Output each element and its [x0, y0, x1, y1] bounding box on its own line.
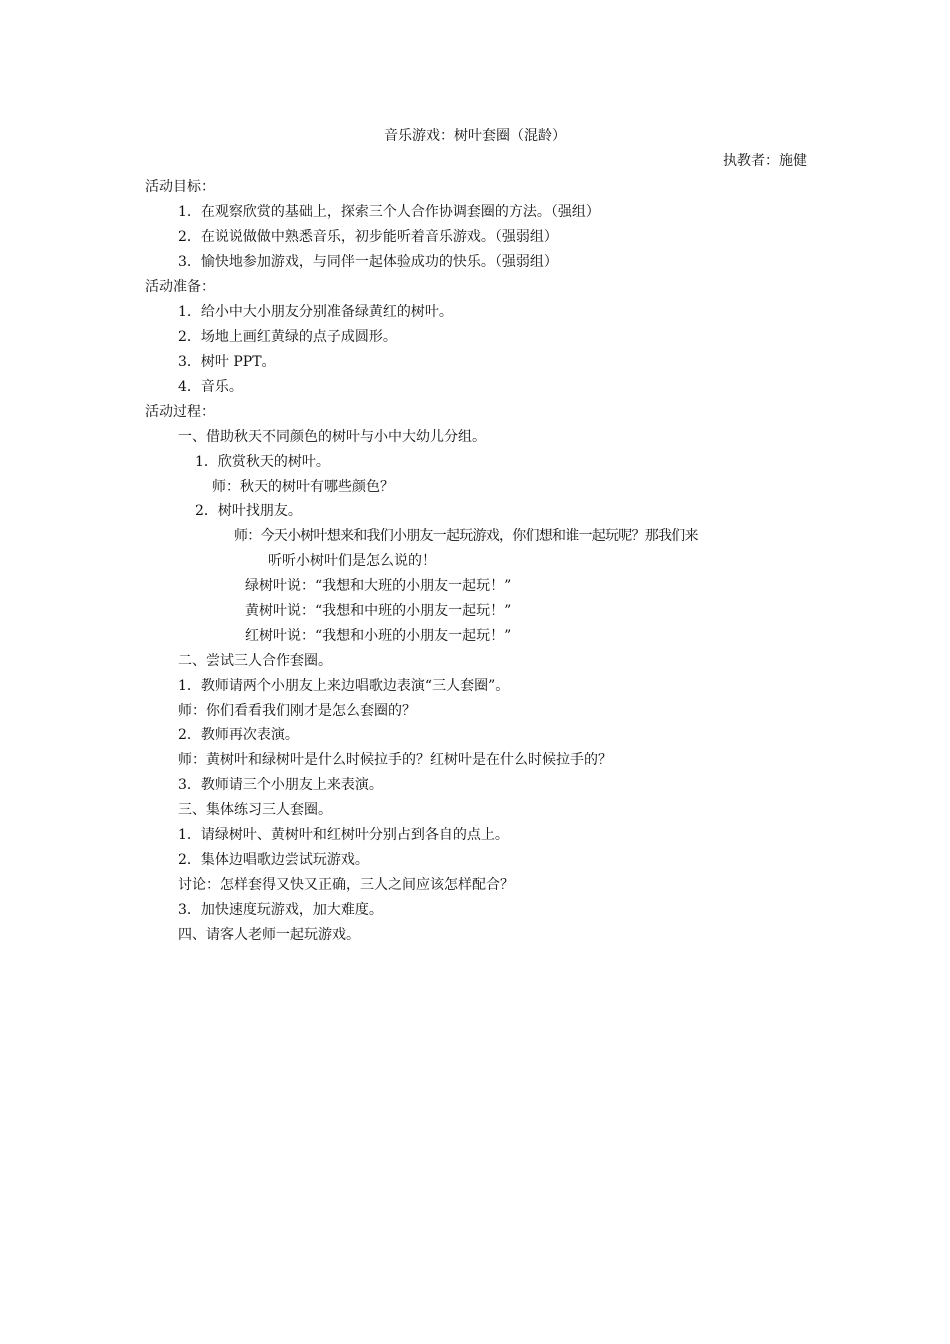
part2-line: 1．教师请两个小朋友上来边唱歌边表演“三人套圈”。 [178, 678, 510, 694]
part3-line: 2．集体边唱歌边尝试玩游戏。 [178, 852, 369, 868]
part2-line: 2．教师再次表演。 [178, 727, 299, 743]
part1-step2-line1: 师：今天小树叶想来和我们小朋友一起玩游戏，你们想和谁一起玩呢？那我们来 [234, 528, 698, 544]
prep-item: 2．场地上画红黄绿的点子成圆形。 [178, 329, 397, 345]
part3-heading: 三、集体练习三人套圈。 [178, 802, 332, 818]
yellow-leaf-line: 黄树叶说：“我想和中班的小朋友一起玩！” [245, 603, 512, 619]
part2-line: 3．教师请三个小朋友上来表演。 [178, 777, 383, 793]
part1-step1: 1．欣赏秋天的树叶。 [195, 454, 330, 470]
prep-item: 1．给小中大小朋友分别准备绿黄红的树叶。 [178, 304, 453, 320]
part2-line: 师：黄树叶和绿树叶是什么时候拉手的？红树叶是在什么时候拉手的？ [178, 752, 612, 768]
part1-heading: 一、借助秋天不同颜色的树叶与小中大幼儿分组。 [178, 429, 486, 445]
process-heading: 活动过程： [145, 404, 215, 420]
part1-step2: 2．树叶找朋友。 [195, 503, 302, 519]
goal-item: 1．在观察欣赏的基础上，探索三个人合作协调套圈的方法。（强组） [178, 204, 600, 220]
part3-line: 3．加快速度玩游戏，加大难度。 [178, 902, 383, 918]
part4-heading: 四、请客人老师一起玩游戏。 [178, 927, 360, 943]
part2-line: 师：你们看看我们刚才是怎么套圈的？ [178, 703, 416, 719]
red-leaf-line: 红树叶说：“我想和小班的小朋友一起玩！” [245, 628, 512, 644]
part3-line: 1．请绿树叶、黄树叶和红树叶分别占到各自的点上。 [178, 827, 509, 843]
part2-heading: 二、尝试三人合作套圈。 [178, 653, 332, 669]
part3-line: 讨论：怎样套得又快又正确，三人之间应该怎样配合？ [178, 877, 514, 893]
part1-step2-line2: 听听小树叶们是怎么说的！ [268, 553, 436, 569]
goal-item: 2．在说说做做中熟悉音乐，初步能听着音乐游戏。（强弱组） [178, 229, 558, 245]
goals-heading: 活动目标： [145, 179, 215, 195]
part1-step1-question: 师：秋天的树叶有哪些颜色？ [212, 479, 394, 495]
green-leaf-line: 绿树叶说：“我想和大班的小朋友一起玩！” [245, 578, 512, 594]
author-line: 执教者：施健 [723, 153, 807, 169]
prep-item: 4．音乐。 [178, 379, 243, 395]
document-title: 音乐游戏：树叶套圈（混龄） [384, 128, 566, 144]
goal-item: 3．愉快地参加游戏，与同伴一起体验成功的快乐。（强弱组） [178, 254, 558, 270]
prep-item: 3．树叶 PPT。 [178, 354, 276, 370]
prep-heading: 活动准备： [145, 279, 215, 295]
